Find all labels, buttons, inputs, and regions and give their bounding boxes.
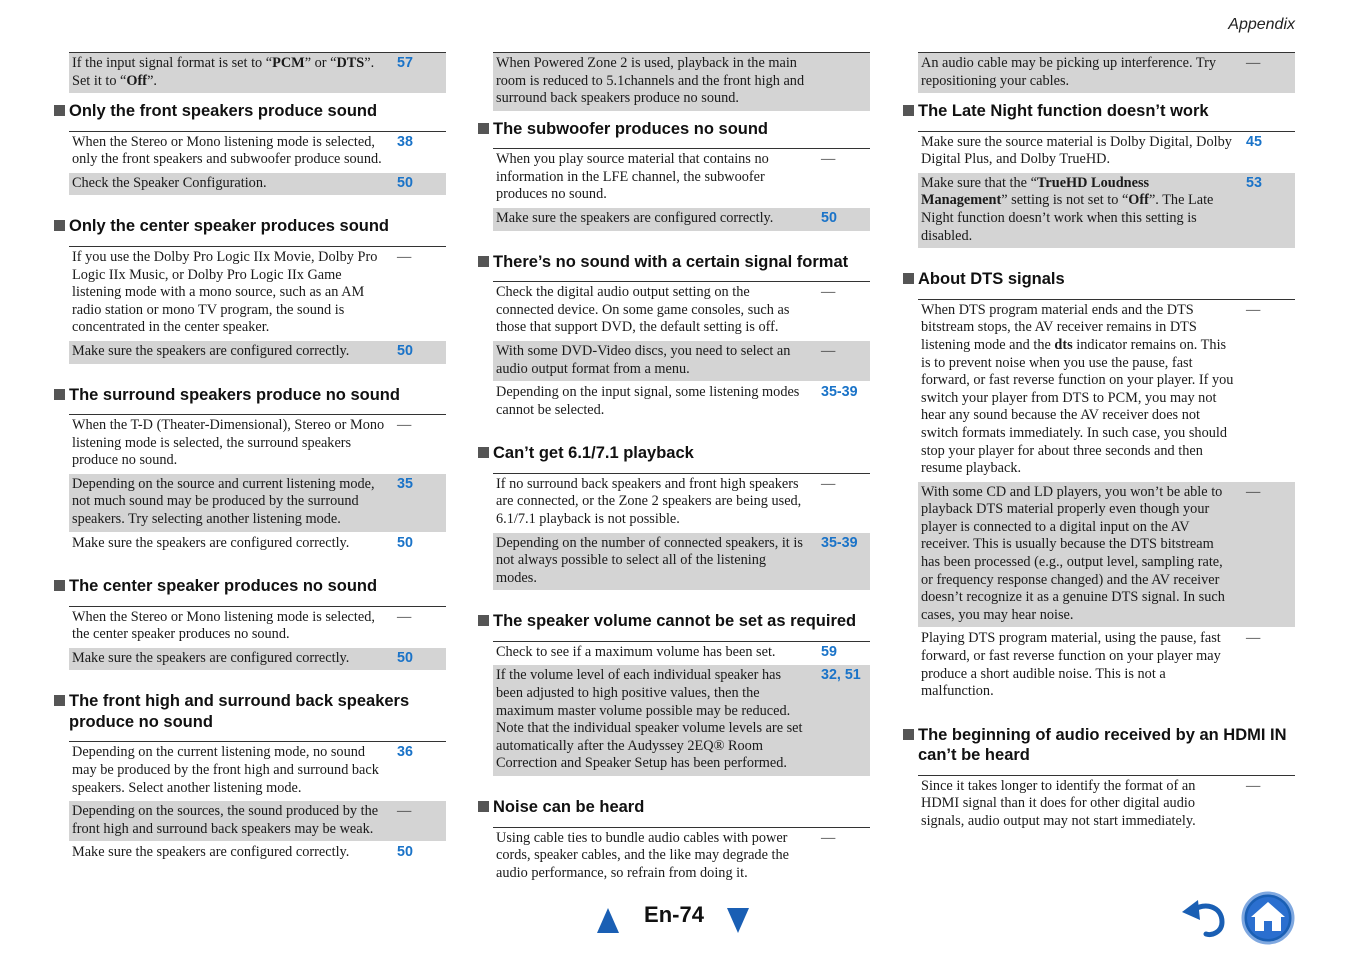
page-ref-link[interactable]: 35 [397, 475, 413, 492]
section-heading: The beginning of audio received by an HDMI IN can’t be heard [918, 725, 1295, 766]
table-row [493, 149, 870, 207]
table-row [918, 173, 1295, 248]
remedy-text: If the input signal format is set to “PCM” or “DTS”. Set it to “Off”. [72, 55, 375, 89]
remedy-text: Since it takes longer to identify the format of an HDMI signal than it does for other digital audio signals, audio output may not start immediately. [921, 777, 1196, 829]
section-heading: The Late Night function doesn’t work [918, 101, 1295, 122]
section-heading: Can’t get 6.1/7.1 playback [493, 443, 870, 464]
section-there-s-no-sound-with-a-certain-signal-format [493, 252, 870, 423]
remedy-text: If no surround back speakers and front high speakers are connected, or the Zone 2 speakers are being used, 6.1/7.1 playback is not possible. [496, 475, 802, 527]
remedy-text: Depending on the current listening mode, no sound may be produced by the front high and surround back speakers. Select another listening mode. [72, 744, 379, 796]
page-ref-link[interactable]: 50 [397, 844, 413, 861]
section-continued [918, 52, 1295, 93]
table-row [493, 642, 870, 665]
remedy-text: Check the Speaker Configuration. [72, 174, 267, 191]
table-row [69, 842, 446, 865]
section-label: Appendix [1228, 16, 1295, 33]
prev-page-icon[interactable] [597, 908, 619, 933]
troubleshooting-table [69, 414, 446, 555]
table-row [69, 648, 446, 671]
section-noise-can-be-heard [493, 797, 870, 885]
page-ref-none: — [1246, 301, 1261, 318]
column-1 [69, 52, 446, 886]
section-about-dts-signals [918, 269, 1295, 704]
section-can-t-get-6-1-7-1-playback [493, 443, 870, 590]
page-ref-link[interactable]: 50 [397, 174, 413, 191]
troubleshooting-table [493, 473, 870, 591]
remedy-text: If the volume level of each individual speaker has been adjusted to high positive values, then the maximum master volume possible may be reduced. Note that the individual speaker volume levels are set automatically after the Audyssey 2EQ® Room Correction and Speaker Setup has been performed. [496, 667, 803, 772]
page-ref-none: — [1246, 630, 1261, 647]
section-the-speaker-volume-cannot-be-set-as-required [493, 611, 870, 776]
remedy-text: Playing DTS program material, using the pause, fast forward, or fast reverse function on your player may produce a short audible noise. This is not a malfunction. [921, 630, 1221, 700]
table-row [69, 801, 446, 841]
remedy-text: Make sure the speakers are configured correctly. [72, 649, 350, 666]
table-row [493, 665, 870, 776]
page-ref-none: — [397, 608, 412, 625]
troubleshooting-table [493, 281, 870, 422]
troubleshooting-table [69, 246, 446, 364]
table-row [69, 533, 446, 556]
section-only-the-front-speakers-produce-sound [69, 101, 446, 195]
table-row [918, 132, 1295, 172]
page-ref-none: — [821, 829, 836, 846]
section-continued [69, 52, 446, 93]
remedy-text: When the Stereo or Mono listening mode is selected, the center speaker produces no sound. [72, 608, 375, 643]
page-ref-none: — [821, 151, 836, 168]
page-ref-link[interactable]: 50 [397, 342, 413, 359]
troubleshooting-table [69, 131, 446, 196]
remedy-text: Check to see if a maximum volume has been set. [496, 643, 776, 660]
page-ref-none: — [821, 342, 836, 359]
remedy-text: Make sure the speakers are configured correctly. [496, 210, 774, 227]
table-row [918, 53, 1295, 93]
section-the-front-high-and-surround-back-speakers-produce-no-sound [69, 691, 446, 865]
page-ref-none: — [397, 248, 412, 265]
page-ref-link[interactable]: 38 [397, 133, 413, 150]
table-row [69, 247, 446, 340]
table-row [493, 474, 870, 532]
section-only-the-center-speaker-produces-sound [69, 216, 446, 363]
remedy-text: When DTS program material ends and the DTS bitstream stops, the AV receiver remains in DTS listening mode and the dts indicator remains on. This is to prevent noise when you use the pause, fast forward, or fast reverse function on your player. If you switch your player from DTS to PCM, you may not hear any sound because the AV receiver does not switch formats immediately. In such case, you should stop your player for about three seconds and then resume playback. [921, 301, 1234, 477]
remedy-text: Make sure that the “TrueHD Loudness Management” setting is not set to “Off”. The Late Night function doesn’t work when this setting is disabled. [921, 174, 1214, 244]
section-heading: There’s no sound with a certain signal format [493, 252, 870, 273]
page-ref-link[interactable]: 50 [397, 649, 413, 666]
section-the-surround-speakers-produce-no-sound [69, 385, 446, 556]
column-2 [493, 52, 870, 906]
page-ref-none: — [397, 417, 412, 434]
table-row [918, 628, 1295, 703]
troubleshooting-table [918, 775, 1295, 834]
table-row [69, 607, 446, 647]
remedy-text: If you use the Dolby Pro Logic IIx Movie, Dolby Pro Logic IIx Music, or Dolby Pro Logic IIx Game listening mode with a mono source, such as an AM radio station or mono TV program, the sound is concentrated in the center speaker. [72, 248, 378, 336]
table-row [69, 132, 446, 172]
table-row [918, 776, 1295, 834]
next-page-icon[interactable] [727, 908, 749, 933]
section-the-subwoofer-produces-no-sound [493, 119, 870, 231]
page-ref-none: — [821, 284, 836, 301]
table-row [69, 415, 446, 473]
remedy-text: An audio cable may be picking up interference. Try repositioning your cables. [921, 55, 1216, 89]
troubleshooting-table [918, 299, 1295, 704]
section-the-beginning-of-audio-received-by-an-hdmi-in-can-t-be-heard [918, 725, 1295, 834]
remedy-text: Make sure the speakers are configured correctly. [72, 534, 350, 551]
section-heading: The front high and surround back speakers produce no sound [69, 691, 446, 732]
page-ref-link[interactable]: 32, 51 [821, 667, 861, 684]
table-row [918, 482, 1295, 628]
remedy-text: Make sure the speakers are configured correctly. [72, 844, 350, 861]
section-heading: Only the front speakers produce sound [69, 101, 446, 122]
page-ref-link[interactable]: 35-39 [821, 534, 858, 551]
troubleshooting-table [493, 827, 870, 886]
remedy-text: Check the digital audio output setting on the connected device. On some game consoles, such as those that support DVD, the default setting is off. [496, 284, 790, 336]
section-heading: Noise can be heard [493, 797, 870, 818]
table-row [69, 474, 446, 532]
page-ref-none: — [1246, 483, 1261, 500]
page-ref-none: — [397, 803, 412, 820]
remedy-text: When Powered Zone 2 is used, playback in the main room is reduced to 5.1channels and the front high and surround back speakers produce no sound. [496, 55, 805, 107]
table-row [493, 828, 870, 886]
page-ref-link[interactable]: 57 [397, 55, 413, 71]
table-row [69, 53, 446, 93]
remedy-text: With some CD and LD players, you won’t be able to playback DTS material properly even though your player is connected to a digital input on the AV receiver. This is usually because the DTS bitstream has been processed (e.g., output level, sampling rate, or frequency response changed) and the AV receiver doesn’t recognize it as a genuine DTS signal. In such cases, you may hear noise. [921, 483, 1225, 623]
table-row [493, 208, 870, 231]
page-ref-link[interactable]: 35-39 [821, 384, 858, 401]
table-row [69, 173, 446, 196]
troubleshooting-table [918, 131, 1295, 249]
page-ref-link[interactable]: 36 [397, 744, 413, 761]
page-ref-none: — [1246, 777, 1261, 794]
remedy-text: With some DVD-Video discs, you need to select an audio output format from a menu. [496, 342, 791, 377]
remedy-text: Depending on the sources, the sound produced by the front high and surround back speakers may be weak. [72, 803, 379, 837]
remedy-text: Depending on the number of connected speakers, it is not always possible to select all of the listening modes. [496, 534, 803, 586]
table-row [69, 341, 446, 364]
table-row [493, 341, 870, 381]
troubleshooting-table [493, 641, 870, 776]
troubleshooting-table [493, 148, 870, 230]
page-ref-none: — [821, 475, 836, 492]
section-continued [493, 52, 870, 111]
page-ref-link[interactable]: 59 [821, 643, 837, 660]
remedy-text: When the T-D (Theater-Dimensional), Stereo or Mono listening mode is selected, the surround speakers produce no sound. [72, 417, 385, 469]
section-heading: The speaker volume cannot be set as required [493, 611, 870, 632]
troubleshooting-table [69, 606, 446, 671]
section-the-late-night-function-doesn-t-work [918, 101, 1295, 248]
table-row [493, 53, 870, 111]
page-ref-link[interactable]: 50 [821, 210, 837, 227]
home-icon[interactable] [1241, 891, 1295, 945]
page-ref-link[interactable]: 45 [1246, 133, 1262, 150]
table-row [493, 382, 870, 422]
section-heading: The center speaker produces no sound [69, 576, 446, 597]
back-icon[interactable] [1180, 898, 1228, 938]
table-row [918, 300, 1295, 481]
troubleshooting-table [69, 52, 446, 93]
remedy-text: Make sure the source material is Dolby Digital, Dolby Digital Plus, and Dolby TrueHD. [921, 133, 1232, 168]
column-3 [918, 52, 1295, 855]
remedy-text: Depending on the source and current listening mode, not much sound may be produced by the surround speakers. Try selecting another listening mode. [72, 475, 375, 527]
table-row [69, 742, 446, 800]
section-heading: The subwoofer produces no sound [493, 119, 870, 140]
page-ref-link[interactable]: 50 [397, 534, 413, 551]
page-ref-link[interactable]: 53 [1246, 174, 1262, 191]
section-heading: The surround speakers produce no sound [69, 385, 446, 406]
page-number: En-74 [644, 902, 704, 927]
remedy-text: Depending on the input signal, some listening modes cannot be selected. [496, 384, 800, 418]
table-row [493, 282, 870, 340]
troubleshooting-table [69, 741, 446, 865]
remedy-text: When the Stereo or Mono listening mode is selected, only the front speakers and subwoofer produce sound. [72, 133, 382, 168]
section-heading: Only the center speaker produces sound [69, 216, 446, 237]
troubleshooting-table [918, 52, 1295, 93]
section-heading: About DTS signals [918, 269, 1295, 290]
remedy-text: When you play source material that contains no information in the LFE channel, the subwoofer produces no sound. [496, 151, 769, 203]
troubleshooting-table [493, 52, 870, 111]
page-navigation [0, 898, 1348, 942]
table-row [493, 533, 870, 591]
section-the-center-speaker-produces-no-sound [69, 576, 446, 670]
remedy-text: Using cable ties to bundle audio cables with power cords, speaker cables, and the like may degrade the audio performance, so refrain from doing it. [496, 829, 789, 881]
remedy-text: Make sure the speakers are configured correctly. [72, 342, 350, 359]
page-ref-none: — [1246, 55, 1261, 71]
